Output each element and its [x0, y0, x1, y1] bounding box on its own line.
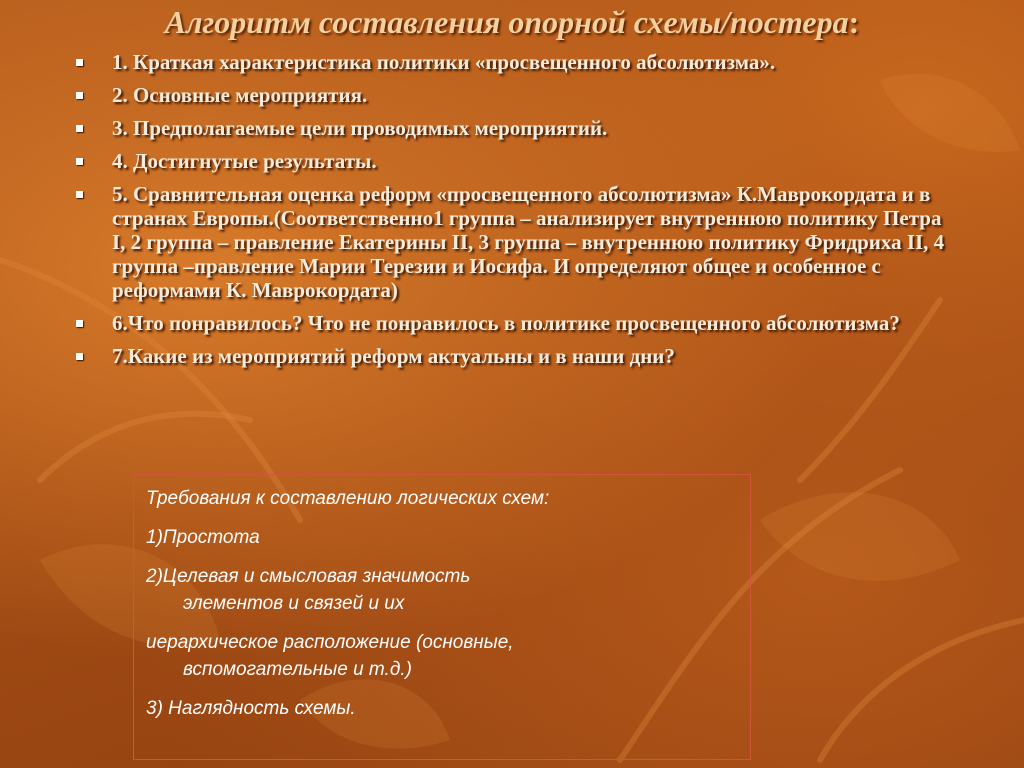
list-item-text: 4. Достигнутые результаты.: [112, 149, 377, 173]
bullet-icon: [76, 59, 83, 66]
bullet-icon: [76, 320, 83, 327]
list-item: [76, 116, 956, 140]
requirement-significance-line2: элементов и связей и их: [183, 593, 405, 614]
list-item: [76, 311, 956, 335]
slide-title-colon: :: [848, 4, 860, 40]
list-item: [76, 83, 956, 107]
list-item-text: 2. Основные мероприятия.: [112, 83, 368, 107]
requirement-significance-line3: иерархическое расположение (основные,: [146, 632, 514, 653]
algorithm-list: [76, 50, 956, 377]
list-item-text: 5. Сравнительная оценка реформ «просвещенного абсолютизма» К.Маврокордата и в странах Европы.(Соответственно1 группа – анализирует внутреннюю политику Петра I, 2 группа – правление Екатерины II, 3 группа – внутреннюю политику Фридриха II, 4 группа –правление Марии Терезии и Иосифа. И определяют общее и особенное с реформами К. Маврокордата): [112, 182, 945, 302]
requirement-significance-line4: вспомогательные и т.д.): [183, 659, 412, 680]
list-item: [76, 182, 956, 302]
list-item-text: 6.Что понравилось? Что не понравилось в политике просвещенного абсолютизма?: [112, 311, 900, 335]
bullet-icon: [76, 125, 83, 132]
slide-title: [0, 4, 1024, 41]
requirement-clarity: 3) Наглядность схемы.: [146, 698, 356, 719]
bullet-icon: [76, 92, 83, 99]
bullet-icon: [76, 353, 83, 360]
requirement-significance-line1: 2)Целевая и смысловая значимость: [146, 566, 471, 587]
list-item-text: 3. Предполагаемые цели проводимых мероприятий.: [112, 116, 608, 140]
requirement-simplicity: 1)Простота: [146, 527, 260, 548]
list-item: [76, 149, 956, 173]
list-item-text: 7.Какие из мероприятий реформ актуальны и в наши дни?: [112, 344, 675, 368]
list-item-text: 1. Краткая характеристика политики «просвещенного абсолютизма».: [112, 50, 776, 74]
requirements-heading: Требования к составлению логических схем:: [146, 488, 550, 509]
list-item: [76, 344, 956, 368]
slide-title-text: Алгоритм составления опорной схемы/постера: [164, 4, 849, 40]
bullet-icon: [76, 158, 83, 165]
bullet-icon: [76, 191, 83, 198]
requirements-box: [133, 474, 751, 760]
list-item: [76, 50, 956, 74]
